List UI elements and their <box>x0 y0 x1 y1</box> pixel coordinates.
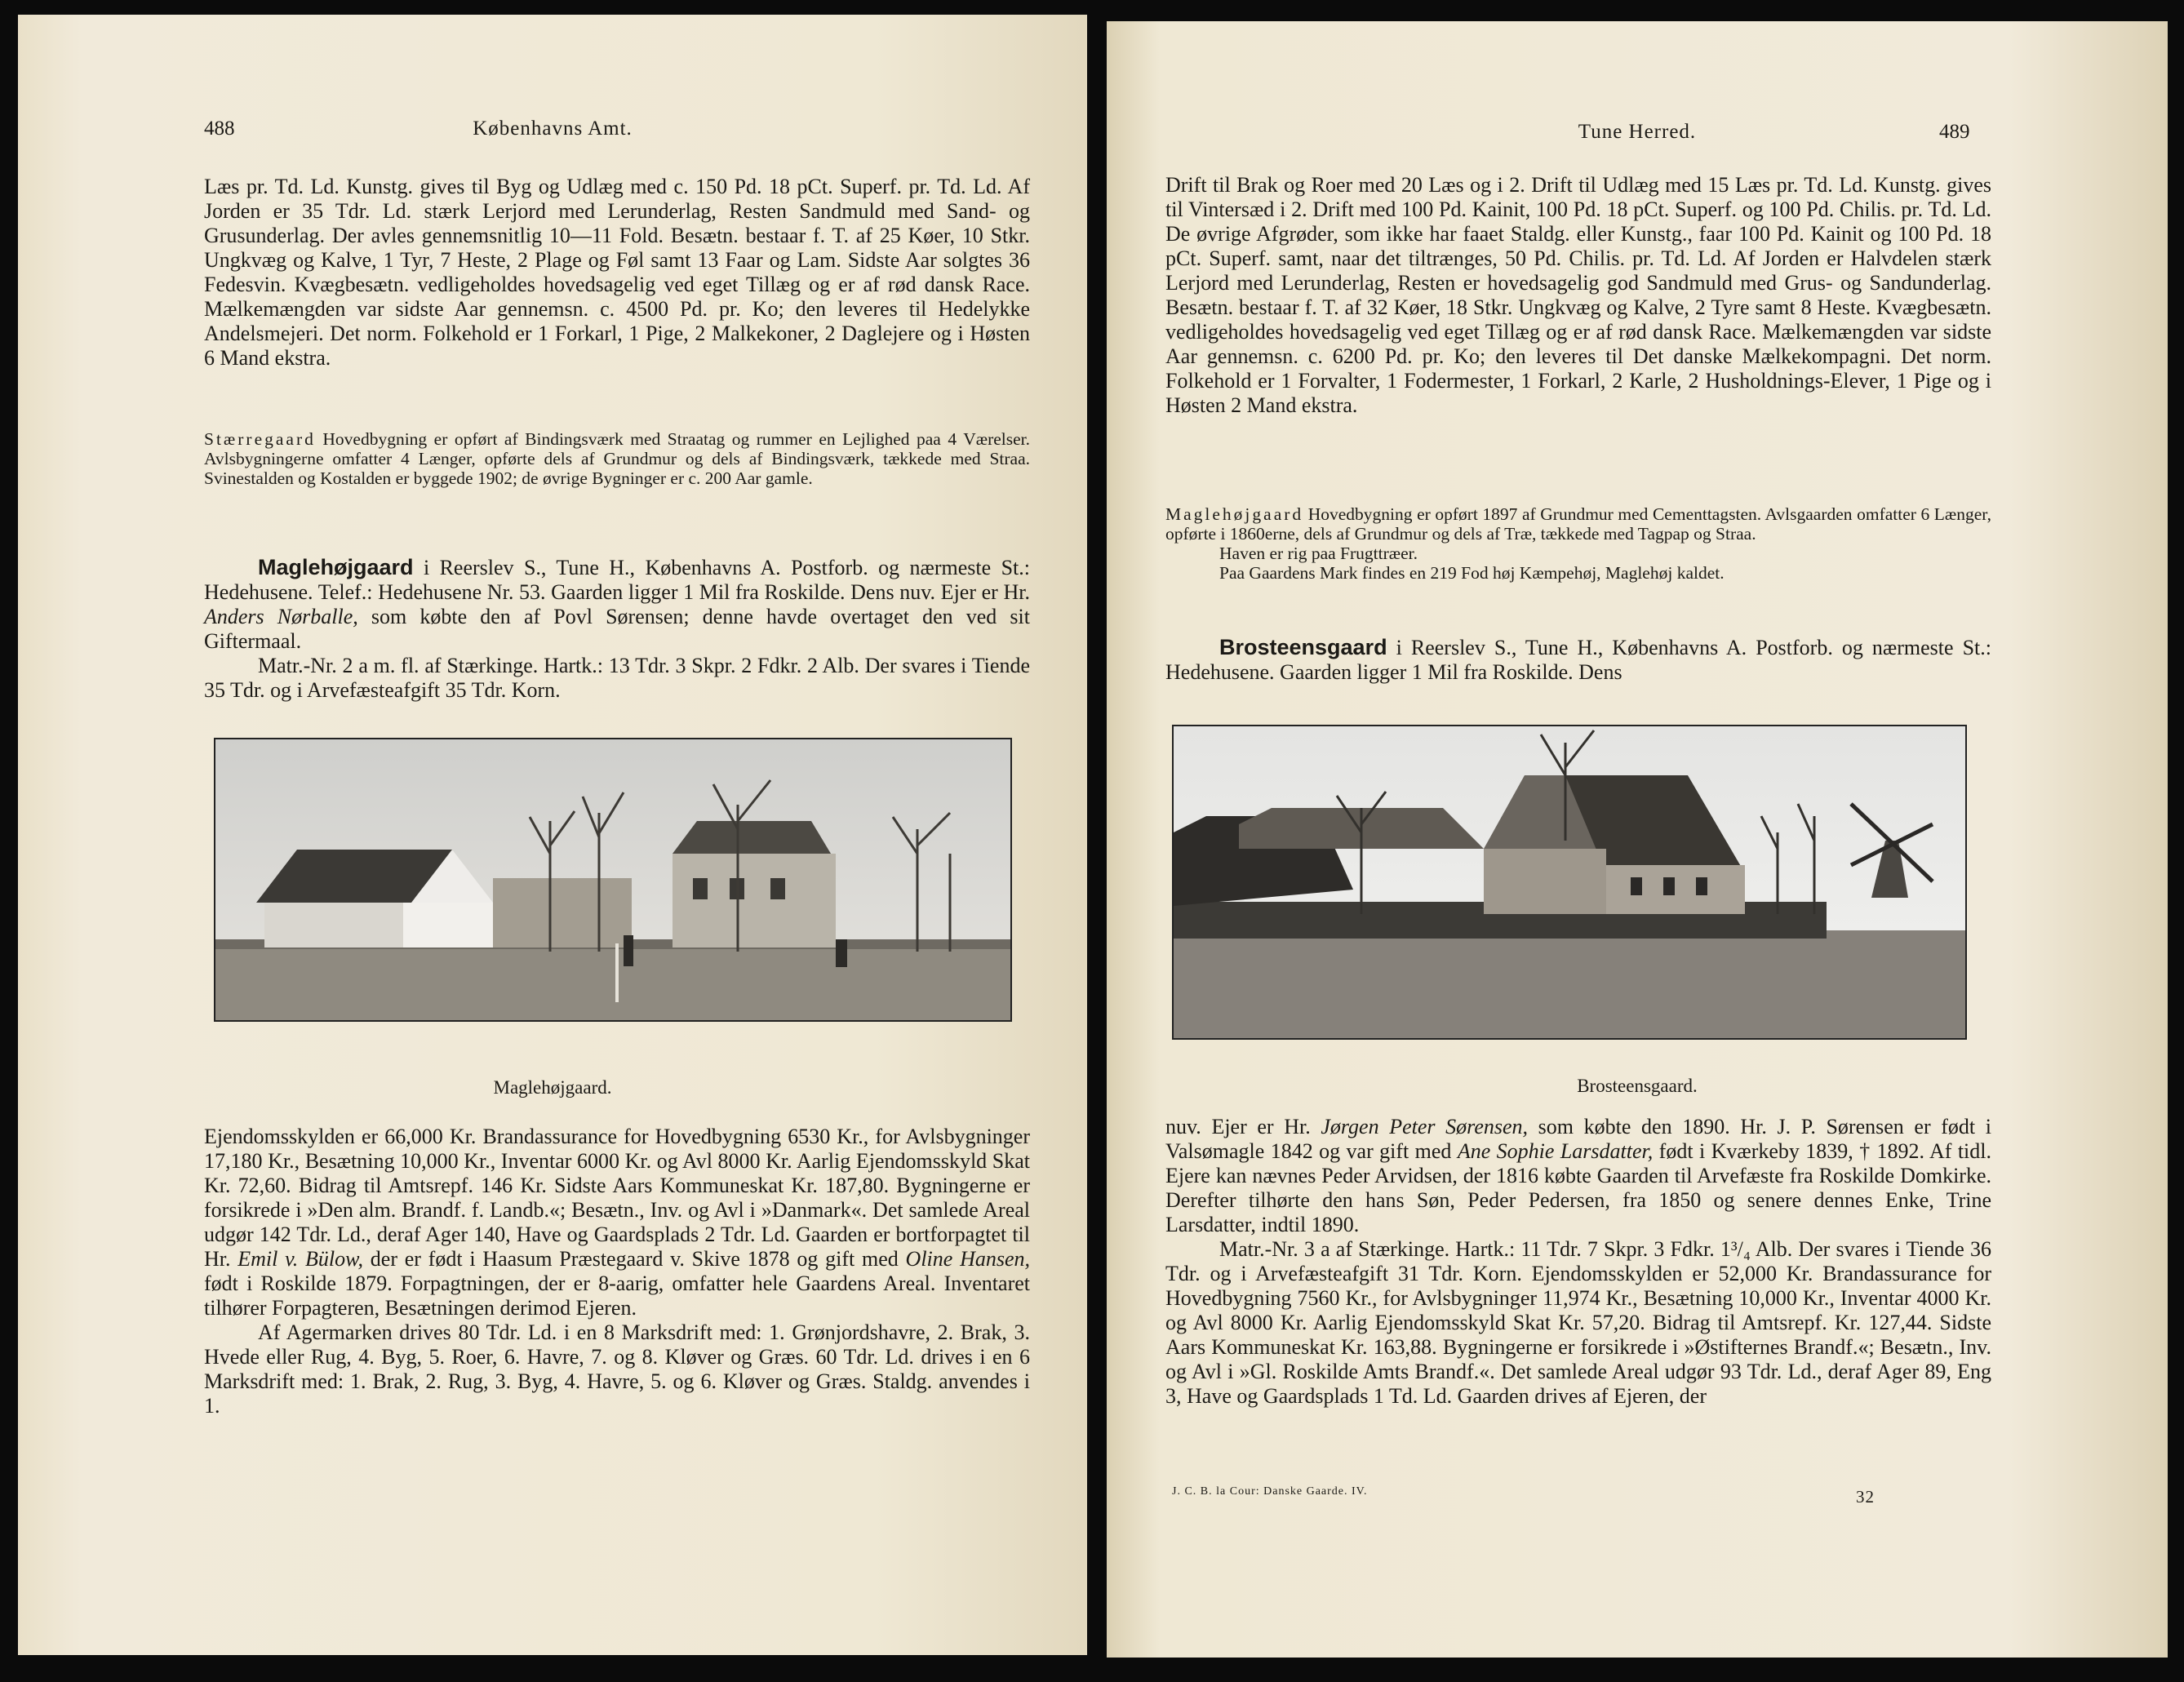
photo-caption: Brosteensgaard. <box>1577 1076 1698 1096</box>
note-line-3: Paa Gaardens Mark findes en 219 Fod høj Kæmpehøj, Maglehøj kaldet. <box>1219 563 1725 583</box>
farm-intro: i Reerslev S., Tune H., Københavns A. Postforb. og nærmeste St.: Hedehusene. Gaarden ligger 1 Mil fra Roskilde. Dens <box>1165 636 1991 684</box>
tenant-name: Emil v. Bülow, <box>237 1247 364 1271</box>
page-number: 489 <box>1939 121 1970 143</box>
paragraph-text: Læs pr. Td. Ld. Kunstg. gives til Byg og Udlæg med c. 150 Pd. 18 pCt. Superf. pr. Td. Ld. Af Jorden er 35 Tdr. Ld. stærk Lerjord med Lerunderlag, Resten Sandmuld med Sand- og Grusunderlag. Der avles gennemsnitlig 10—11 Fold. Besætn. bestaar f. T. af 25 Køer, 10 Stkr. Ungkvæg og Kalve, 1 Tyr, 7 Heste, 2 Plage og Føl samt 13 Faar og Lam. Sidste Aar solgtes 36 Fedesvin. Kvægbesætn. vedligeholdes hovedsagelig ved eget Tillæg og er af rød dansk Race. Mælkemængden var sidste Aar gennemsn. c. 4500 Pd. pr. Ko; den leveres til Hedelykke Andelsmejeri. Det norm. Folkehold er 1 Forkarl, 1 Pige, 2 Malkekoner, 2 Daglejere og i Høsten 6 Mand ekstra. <box>204 175 1030 370</box>
body-text-d: Matr.-Nr. 3 a af Stærkinge. Hartk.: 11 Tdr. 7 Skpr. 3 Fdkr. 1³/₄ Alb. Der svares i Tiende 36 Tdr. og i Arvefæsteafgift 31 Tdr. Korn. Ejendomsskylden er 52,000 Kr. Brandassurance for Hovedbygning 7560 Kr., for Avlsbygninger 11,974 Kr., Besætning 10,000 Kr., Inventar 4000 Kr. og Avl 8000 Kr. Aarlig Ejendomsskyld Skat Kr. 57,20. Bidrag til Amtsrepf. Kr. 127,44. Sidste Aars Kommuneskat Kr. 163,88. Bygningerne er forsikrede i »Østifternes Brandf.«; Besætn., Inv. og Avl i »Gl. Roskilde Amts Brandf.«. Det samlede Areal udgør 93 Tdr. Ld., deraf Ager 89, Eng 3, Have og Gaardsplads 1 Td. Ld. Gaarden drives af Ejeren, der <box>1165 1237 1991 1408</box>
footnote-block <box>1165 504 1991 583</box>
farm-intro-cont: som købte den af Povl Sørensen; denne havde overtaget den ved sit Giftermaal. <box>204 605 1030 653</box>
body-text-d: Af Agermarken drives 80 Tdr. Ld. i en 8 Marksdrift med: 1. Grønjordshavre, 2. Brak, 3. Hvede eller Rug, 4. Byg, 5. Roer, 6. Havre, 7. og 8. Kløver og Græs. 60 Tdr. Ld. drives i en 6 Marksdrift med: 1. Brak, 2. Rug, 3. Byg, 4. Havre, 5. og 6. Kløver og Græs. Staldg. anvendes i 1. <box>204 1320 1030 1418</box>
body-text-c: født i Kværkeby 1839, † 1892. Af tidl. Ejere kan nævnes Peder Arvidsen, der 1816 købte Gaarden til Arvefæste fra Roskilde Domkirke. Derefter tilhørte den hans Søn, Peder Pedersen, fra 1850 og senere dennes Enke, Trine Larsdatter, indtil 1890. <box>1165 1139 1992 1236</box>
body-text <box>204 1125 1030 1418</box>
owner-name: Jørgen Peter Sørensen, <box>1321 1115 1529 1138</box>
farm-photo <box>1172 725 1967 1040</box>
farm-name: Maglehøjgaard <box>258 555 414 579</box>
body-text-a: Ejendomsskylden er 66,000 Kr. Brandassurance for Hovedbygning 6530 Kr., for Avlsbygninger 17,180 Kr., Besætning 10,000 Kr., Inventar 6000 Kr. og Avl 8000 Kr. Aarlig Ejendomsskyld Skat Kr. 72,60. Bidrag til Amtsrepf. 146 Kr. Sidste Aars Kommuneskat Kr. 187,80. Bygningerne er forsikrede i »Den alm. Brandf. f. Landb.«; Besætn., Inv. og Avl i »Danmark«. Det samlede Areal udgør 142 Tdr. Ld., deraf Ager 140, Have og Gaardsplads 2 Tdr. Ld. Gaarden er bortforpagtet til Hr. <box>204 1125 1030 1271</box>
wife-name: Oline Hansen, <box>905 1247 1031 1271</box>
farm-entry <box>204 555 1030 703</box>
matr-line: Matr.-Nr. 2 a m. fl. af Stærkinge. Hartk.: 13 Tdr. 3 Skpr. 2 Fdkr. 2 Alb. Der svares i Tiende 35 Tdr. og i Arvefæsteafgift 35 Tdr. Korn. <box>204 654 1030 702</box>
page-number: 488 <box>204 118 235 140</box>
footnote-block <box>204 429 1030 488</box>
photo-caption: Maglehøjgaard. <box>493 1077 612 1098</box>
body-text-c: født i Roskilde 1879. Forpagtningen, der er 8-aarig, omfatter hele Gaardens Areal. Inventaret tilhører Forpagteren, Besætningen derimod Ejeren. <box>204 1271 1030 1320</box>
body-text-a: nuv. Ejer er Hr. <box>1165 1115 1321 1138</box>
paragraph-top <box>1165 173 1991 418</box>
paragraph-top <box>204 175 1030 371</box>
left-page <box>18 15 1087 1655</box>
footer-citation: J. C. B. la Cour: Danske Gaarde. IV. <box>1172 1485 1368 1498</box>
note-text: Hovedbygning er opført af Bindingsværk med Straatag og rummer en Lejlighed paa 4 Værelser. Avlsbygningerne omfatter 4 Længer, opførte dels af Grundmur og dels af Bindingsværk, tækkede med Straa. Svinestalden og Kostalden er byggede 1902; de øvrige Bygninger er c. 200 Aar gamle. <box>204 429 1030 488</box>
farm-name: Brosteensgaard <box>1219 635 1387 659</box>
paragraph-text: Drift til Brak og Roer med 20 Læs og i 2. Drift til Udlæg med 15 Læs pr. Td. Ld. Kunstg. gives til Vintersæd i 2. Drift med 100 Pd. Kainit, 100 Pd. 18 pCt. Superf. og 100 Pd. Chilis. pr. Td. Ld. De øvrige Afgrøder, som ikke har faaet Staldg. eller Kunstg., faar 100 Pd. Kainit og 100 Pd. 18 pCt. Superf. samt, naar det tiltrænges, 50 Pd. Chilis. pr. Td. Ld. Af Jorden er Halvdelen stærk Lerjord med Lerunderlag, Resten er hovedsagelig god Sandmuld med Grus- og Sandunderlag. Besætn. bestaar f. T. af 32 Køer, 18 Stkr. Ungkvæg og Kalve, 2 Tyre samt 8 Heste. Kvægbesætn. vedligeholdes hovedsagelig ved eget Tillæg og er af rød dansk Race. Mælkemængden var sidste Aar gennemsn. c. 6200 Pd. pr. Ko; den leveres til Det danske Mælkekompagni. Det norm. Folkehold er 1 Forvalter, 1 Fodermester, 1 Forkarl, 2 Karle, 2 Husholdnings-Elever, 1 Pige og i Høsten 2 Mand ekstra. <box>1165 173 1991 417</box>
right-page <box>1107 21 2168 1658</box>
farm-photo <box>214 738 1012 1022</box>
body-text-b: som købte den 1890. Hr. J. P. Sørensen er født i Valsømagle 1842 og var gift med <box>1165 1115 1991 1163</box>
note-line-2: Haven er rig paa Frugttræer. <box>1219 544 1418 563</box>
note-text: Hovedbygning er opført 1897 af Grundmur med Cementtagsten. Avlsgaarden omfatter 6 Længer, opførte i 1860erne, dels af Grundmur og dels af Træ, tækkede med Tagpap og Straa. <box>1165 504 1991 544</box>
running-head: Tune Herred. <box>1578 121 1697 143</box>
owner-name: Anders Nørballe, <box>204 605 358 628</box>
wife-name: Ane Sophie Larsdatter, <box>1457 1139 1654 1163</box>
farm-intro: i Reerslev S., Tune H., Københavns A. Postforb. og nærmeste St.: Hedehusene. Telef.: Hedehusene Nr. 53. Gaarden ligger 1 Mil fra Roskilde. Dens nuv. Ejer er Hr. <box>204 556 1030 604</box>
note-lead: Maglehøjgaard <box>1165 504 1304 524</box>
signature-number: 32 <box>1856 1487 1875 1507</box>
body-text <box>1165 1115 1991 1409</box>
farm-entry <box>1165 635 1991 685</box>
running-head: Københavns Amt. <box>473 118 633 140</box>
note-lead: Stærregaard <box>204 429 316 449</box>
body-text-b: der er født i Haasum Præstegaard v. Skive 1878 og gift med <box>363 1247 906 1271</box>
